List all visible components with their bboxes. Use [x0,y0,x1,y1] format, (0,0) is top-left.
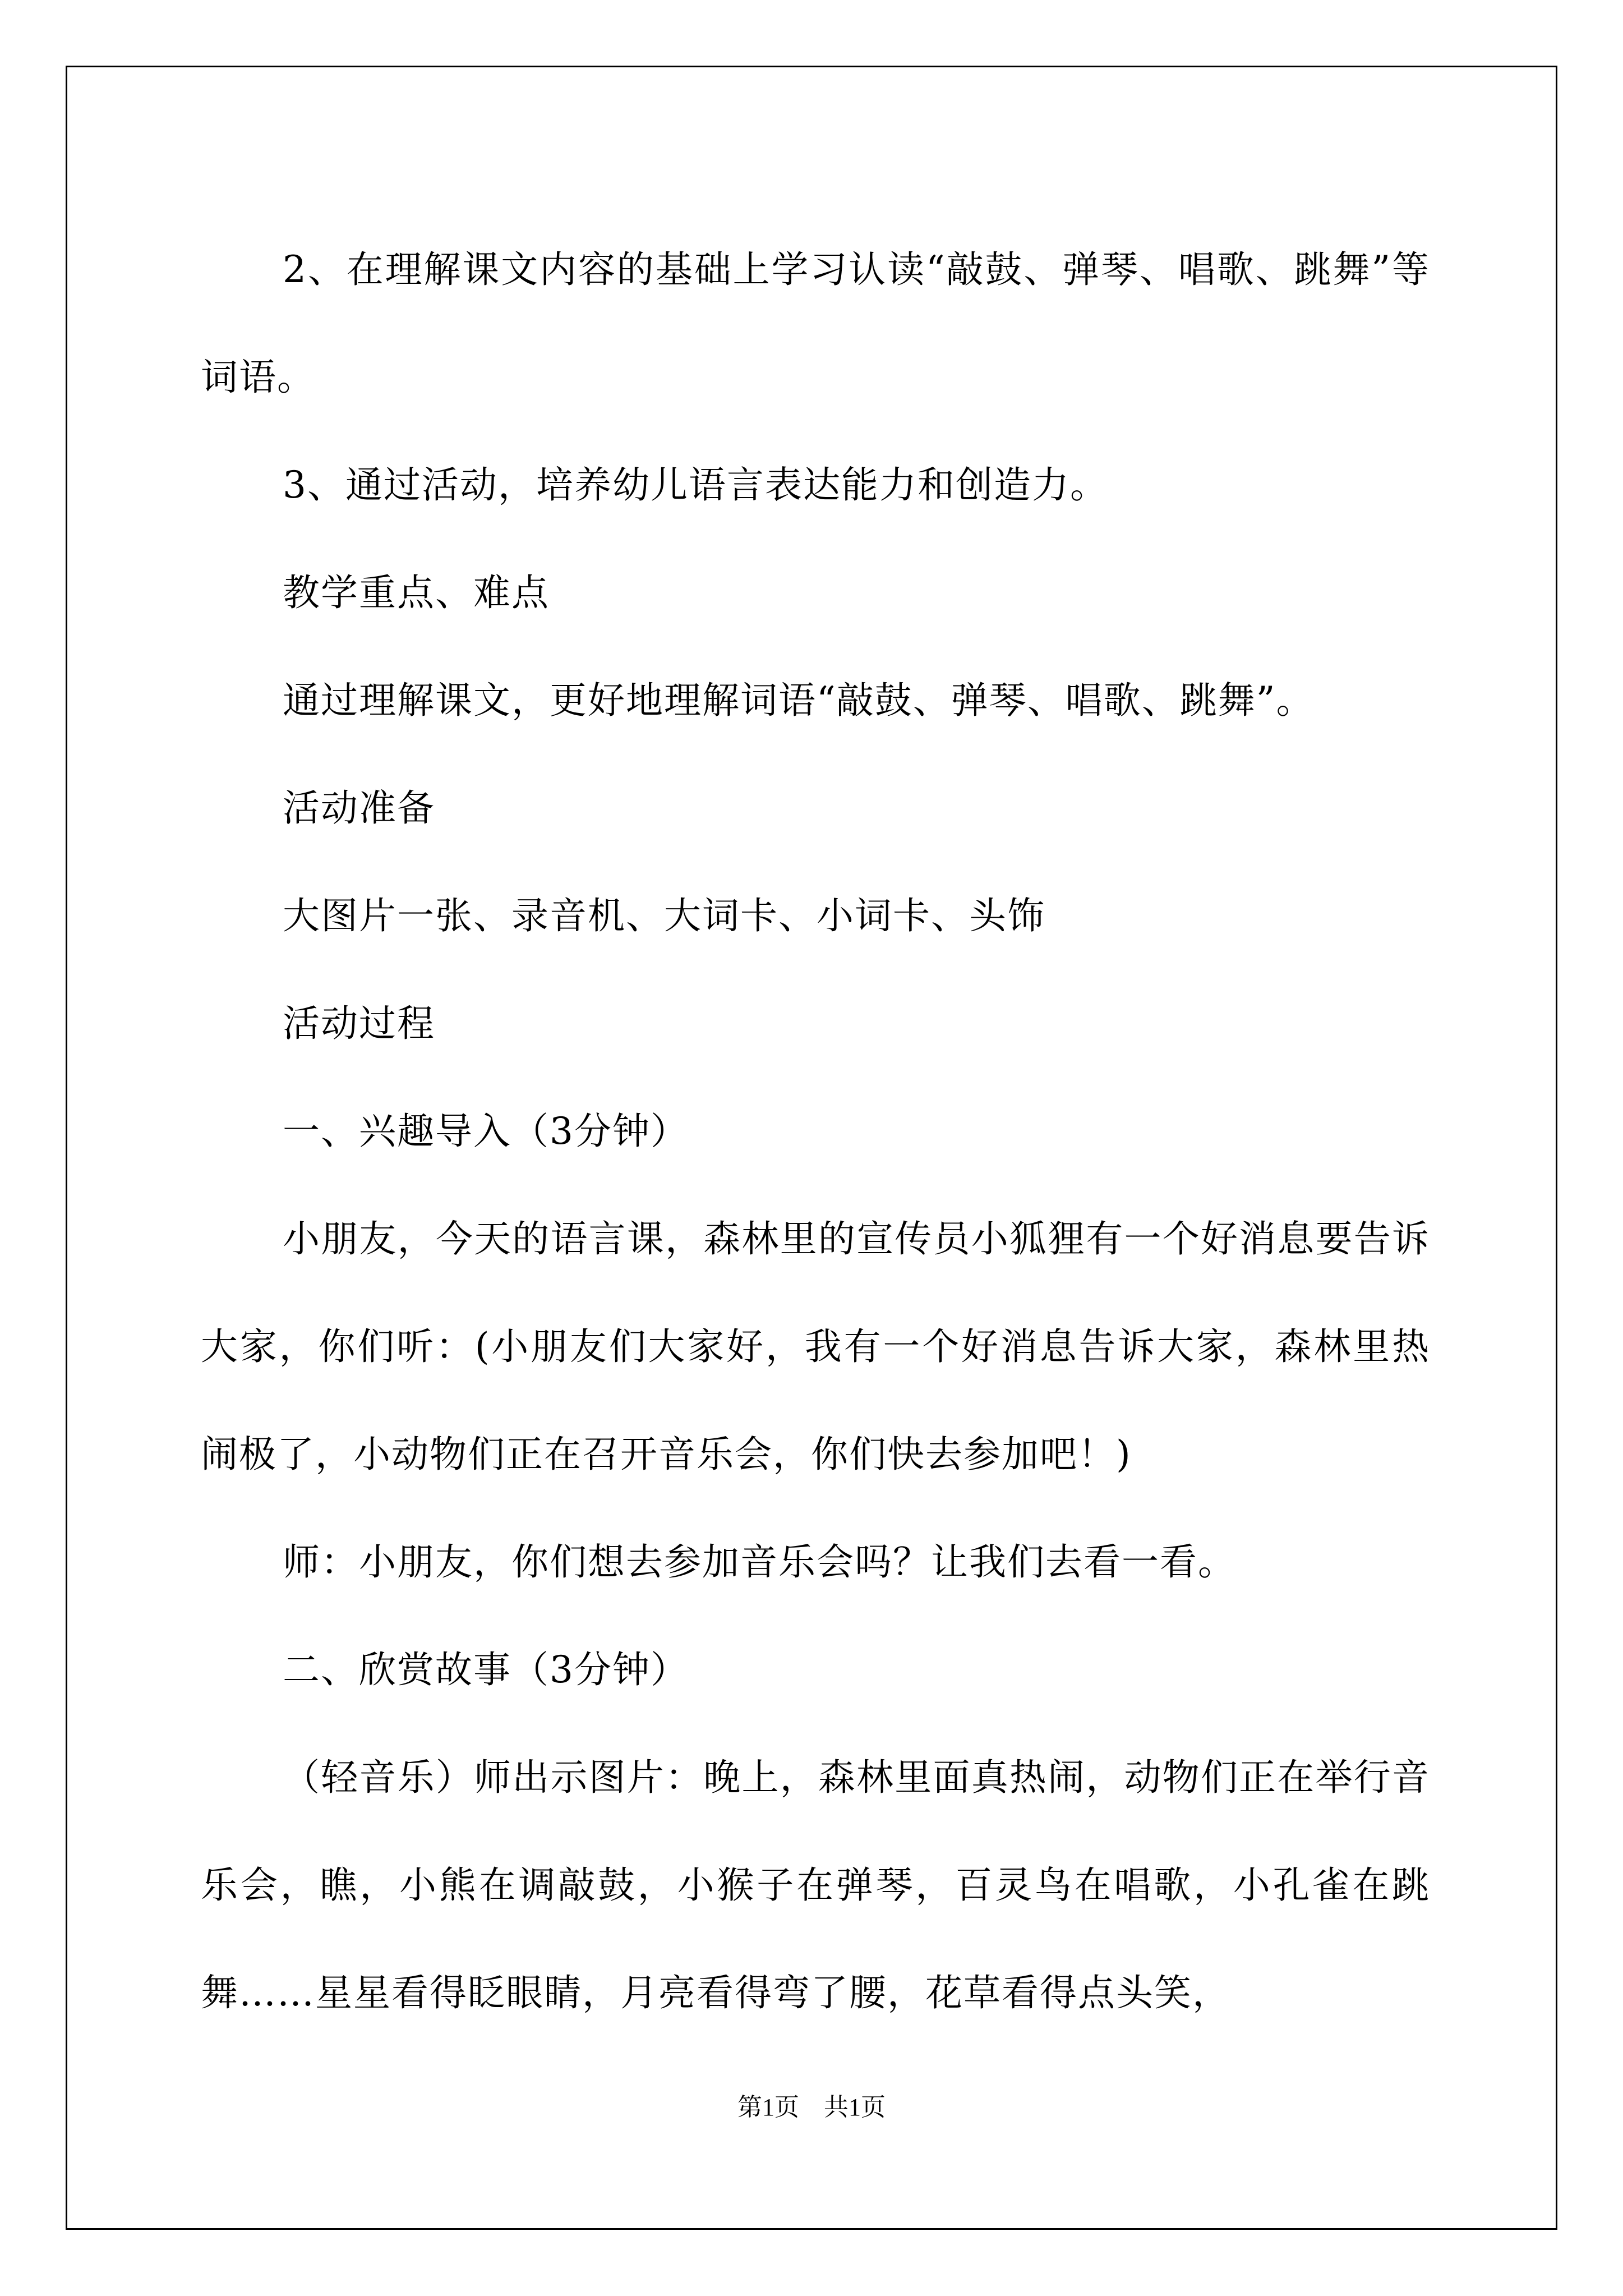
document-body [201,216,1430,2047]
paragraph: 二、欣赏故事（3分钟） [283,1648,689,1691]
paragraph: 2、在理解课文内容的基础上学习认读“敲鼓、弹琴、唱歌、跳舞”等词语。 [201,248,1430,399]
paragraph-list [119,216,1430,2047]
paragraph: 教学重点、难点 [283,571,550,614]
paragraph: 3、通过活动，培养幼儿语言表达能力和创造力。 [283,463,1108,507]
paragraph: 小朋友，今天的语言课，森林里的宣传员小狐狸有一个好消息要告诉大家，你们听：(小朋友们大家好，我有一个好消息告诉大家，森林里热闹极了，小动物们正在召开音乐会，你们快去参加吧！) [201,1217,1430,1476]
paragraph: 通过理解课文，更好地理解词语“敲鼓、弹琴、唱歌、跳舞”。 [283,679,1315,722]
paragraph: （轻音乐）师出示图片：晚上，森林里面真热闹，动物们正在举行音乐会，瞧，小熊在调敲鼓，小猴子在弹琴，百灵鸟在唱歌，小孔雀在跳舞……星星看得眨眼睛，月亮看得弯了腰，花草看得点头笑， [201,1756,1430,2014]
paragraph: 一、兴趣导入（3分钟） [283,1110,689,1153]
paragraph: 大图片一张、录音机、大词卡、小词卡、头饰 [283,894,1045,937]
paragraph: 活动准备 [283,786,435,830]
page-footer: 第1页 共1页 [737,2093,886,2121]
paragraph: 活动过程 [283,1002,435,1045]
paragraph: 师：小朋友，你们想去参加音乐会吗？让我们去看一看。 [283,1540,1236,1584]
